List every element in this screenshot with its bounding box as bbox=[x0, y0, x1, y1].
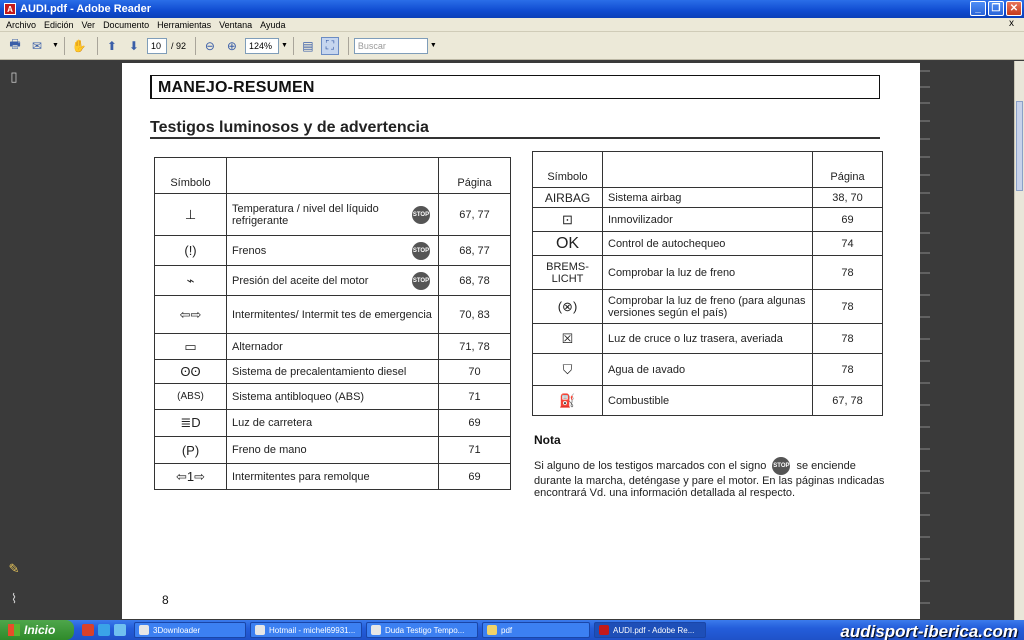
taskbar-item-active[interactable] bbox=[594, 622, 706, 638]
section-divider bbox=[150, 137, 880, 139]
start-label: Inicio bbox=[24, 623, 56, 637]
row-page: 71 bbox=[439, 384, 511, 410]
table-row bbox=[533, 208, 883, 232]
row-page: 71, 78 bbox=[439, 334, 511, 360]
browser-icon[interactable] bbox=[114, 624, 126, 636]
row-description: Combustible bbox=[603, 386, 813, 416]
quick-launch bbox=[82, 624, 126, 636]
table-row bbox=[533, 324, 883, 354]
menu-ventana[interactable]: Ventana bbox=[219, 19, 253, 30]
row-description: Alternador bbox=[227, 334, 439, 360]
row-page: 69 bbox=[439, 464, 511, 490]
indicator-table-left bbox=[154, 157, 511, 490]
row-description: Freno de mano bbox=[227, 437, 439, 464]
row-page: 67, 77 bbox=[439, 194, 511, 236]
table-row bbox=[533, 232, 883, 256]
row-description: Luz de cruce o luz trasera, averiada bbox=[603, 324, 813, 354]
row-description: Comprobar la luz de freno (para algunas versiones según el país) bbox=[603, 290, 813, 324]
parking-brake-icon: (P) bbox=[155, 437, 227, 464]
taskbar bbox=[0, 620, 1024, 640]
row-description: Temperatura / nivel del líquido refrigerante bbox=[232, 202, 379, 227]
windows-logo-icon bbox=[8, 624, 20, 636]
note-text bbox=[534, 457, 890, 499]
high-beam-icon: ≣D bbox=[155, 410, 227, 437]
table-row bbox=[155, 296, 511, 334]
stop-icon: STOP bbox=[412, 272, 430, 290]
indicator-table-right bbox=[532, 151, 883, 416]
menu-archivo[interactable]: Archivo bbox=[6, 19, 37, 30]
washer-fluid-icon: ⛉ bbox=[533, 354, 603, 386]
window-controls bbox=[970, 1, 1022, 16]
email-dropdown-icon[interactable]: ▼ bbox=[52, 42, 59, 49]
row-page: 78 bbox=[813, 290, 883, 324]
toolbar-separator bbox=[97, 37, 98, 55]
row-page: 70 bbox=[439, 360, 511, 384]
taskbar-item[interactable] bbox=[482, 622, 590, 638]
toolbar bbox=[0, 32, 1024, 60]
email-icon[interactable]: ✉ bbox=[31, 38, 43, 53]
table-row bbox=[533, 256, 883, 290]
adobe-reader-icon: A bbox=[4, 3, 16, 15]
row-page: 78 bbox=[813, 354, 883, 386]
table-row bbox=[533, 290, 883, 324]
page-number: 8 bbox=[162, 593, 169, 607]
title-bar bbox=[0, 0, 1024, 18]
row-description: Frenos bbox=[232, 244, 267, 257]
row-page: 68, 77 bbox=[439, 236, 511, 266]
row-description: Intermitentes para remolque bbox=[227, 464, 439, 490]
pages-icon[interactable]: ▯ bbox=[10, 69, 18, 84]
document-area bbox=[28, 61, 1014, 620]
coolant-temperature-icon: ⊥ bbox=[155, 194, 227, 236]
internet-explorer-icon[interactable] bbox=[98, 624, 110, 636]
page-edge-marks bbox=[918, 63, 932, 619]
taskbar-item-label: 3Downloader bbox=[153, 625, 201, 635]
menu-ayuda[interactable]: Ayuda bbox=[260, 19, 286, 30]
row-description: Presión del aceite del motor bbox=[232, 274, 369, 287]
vertical-scrollbar[interactable] bbox=[1014, 61, 1024, 620]
window-title: AUDI.pdf - Adobe Reader bbox=[20, 3, 151, 15]
toolbar-separator bbox=[64, 37, 65, 55]
fit-page-icon[interactable]: ▤ bbox=[302, 38, 314, 53]
menu-documento[interactable]: Documento bbox=[103, 19, 150, 30]
close-button[interactable]: ✕ bbox=[1006, 1, 1022, 16]
taskbar-item[interactable] bbox=[250, 622, 362, 638]
print-icon[interactable]: 🖶 bbox=[9, 37, 21, 51]
row-description: Comprobar la luz de freno bbox=[603, 256, 813, 290]
col-description-header bbox=[603, 152, 813, 188]
app-icon bbox=[139, 625, 149, 635]
stop-icon: STOP bbox=[412, 206, 430, 224]
zoom-input[interactable]: 124% bbox=[245, 38, 279, 54]
stop-icon: STOP bbox=[772, 457, 790, 475]
row-page: 69 bbox=[439, 410, 511, 437]
fuel-icon: ⛽ bbox=[533, 386, 603, 416]
table-row bbox=[155, 236, 511, 266]
navigation-panel bbox=[0, 61, 28, 620]
col-symbol-header: Símbolo bbox=[533, 152, 603, 188]
taskbar-item-label: AUDI.pdf - Adobe Re... bbox=[613, 625, 695, 635]
start-button[interactable] bbox=[0, 620, 74, 640]
col-symbol-header: Símbolo bbox=[155, 158, 227, 194]
page-header: MANEJO-RESUMEN bbox=[158, 79, 315, 96]
table-row bbox=[155, 437, 511, 464]
toolbar-separator bbox=[293, 37, 294, 55]
row-page: 71 bbox=[439, 437, 511, 464]
table-row bbox=[533, 354, 883, 386]
row-page: 70, 83 bbox=[439, 296, 511, 334]
table-row bbox=[155, 266, 511, 296]
table-row bbox=[533, 386, 883, 416]
table-row bbox=[155, 464, 511, 490]
table-row bbox=[155, 194, 511, 236]
page-number-input[interactable]: 10 bbox=[147, 38, 167, 54]
glow-plug-icon: ʘʘ bbox=[155, 360, 227, 384]
row-page: 68, 78 bbox=[439, 266, 511, 296]
oil-pressure-icon: ⌁ bbox=[155, 266, 227, 296]
menu-herramientas[interactable]: Herramientas bbox=[157, 19, 212, 30]
next-page-icon[interactable]: ⬇ bbox=[128, 38, 139, 53]
hand-tool-icon[interactable]: ✋ bbox=[71, 38, 87, 53]
row-page: 78 bbox=[813, 324, 883, 354]
col-page-header: Página bbox=[439, 158, 511, 194]
watermark-brand: audisport-iberica.com bbox=[840, 622, 1018, 640]
col-description-header bbox=[227, 158, 439, 194]
table-row bbox=[533, 188, 883, 208]
row-description: Intermitentes/ Intermit tes de emergencia bbox=[227, 296, 439, 334]
toolbar-separator bbox=[348, 37, 349, 55]
row-page: 78 bbox=[813, 256, 883, 290]
pdf-page bbox=[122, 63, 920, 619]
immobilizer-icon: ⊡ bbox=[533, 208, 603, 232]
row-description: Inmovilizador bbox=[603, 208, 813, 232]
search-input[interactable]: Buscar bbox=[354, 38, 428, 54]
adobe-reader-icon bbox=[599, 625, 609, 635]
row-description: Control de autochequeo bbox=[603, 232, 813, 256]
taskbar-item-label: Hotmail - michel69931... bbox=[269, 625, 356, 635]
trailer-signal-icon: ⇦1⇨ bbox=[155, 464, 227, 490]
table-row bbox=[155, 360, 511, 384]
stop-icon: STOP bbox=[412, 242, 430, 260]
menu-ver[interactable]: Ver bbox=[81, 19, 96, 30]
folder-icon bbox=[487, 625, 497, 635]
menu-bar bbox=[0, 18, 1024, 32]
row-page: 74 bbox=[813, 232, 883, 256]
ok-label: OK bbox=[533, 232, 603, 256]
bulb-failure-icon: ☒ bbox=[533, 324, 603, 354]
zoom-dropdown-icon[interactable]: ▼ bbox=[280, 42, 288, 49]
page-total: / 92 bbox=[170, 40, 186, 51]
col-page-header: Página bbox=[813, 152, 883, 188]
turn-signal-icon: ⇦⇨ bbox=[155, 296, 227, 334]
maximize-button[interactable]: ❐ bbox=[988, 1, 1004, 16]
row-description: Sistema de precalentamiento diesel bbox=[227, 360, 439, 384]
taskbar-item-label: Duda Testigo Tempo... bbox=[385, 625, 465, 635]
row-description: Sistema antibloqueo (ABS) bbox=[227, 384, 439, 410]
minimize-button[interactable]: _ bbox=[970, 1, 986, 16]
menu-edicion[interactable]: Edición bbox=[44, 19, 74, 30]
row-page: 69 bbox=[813, 208, 883, 232]
zoom-out-icon[interactable]: ⊖ bbox=[204, 38, 215, 53]
attachments-icon[interactable]: ⌇ bbox=[10, 591, 18, 606]
table-row bbox=[155, 384, 511, 410]
app-icon bbox=[371, 625, 381, 635]
row-description: Luz de carretera bbox=[227, 410, 439, 437]
taskbar-item[interactable] bbox=[366, 622, 478, 638]
previous-page-icon[interactable]: ⬆ bbox=[106, 38, 117, 53]
battery-icon: ▭ bbox=[155, 334, 227, 360]
row-page: 38, 70 bbox=[813, 188, 883, 208]
brems-licht-label: BREMS- LICHT bbox=[533, 256, 603, 290]
toolbar-separator bbox=[195, 37, 196, 55]
taskbar-item-label: pdf bbox=[501, 625, 513, 635]
table-row bbox=[155, 410, 511, 437]
note-text-after: se enciende durante la marcha, deténgase y pare el motor. En las páginas ındicadas encontrará Vd. una información detallada al respecto. bbox=[534, 459, 885, 499]
row-description: Sistema airbag bbox=[603, 188, 813, 208]
close-document-button[interactable]: x bbox=[1009, 18, 1014, 29]
note-title: Nota bbox=[534, 433, 561, 447]
search-dropdown-icon[interactable]: ▼ bbox=[429, 42, 437, 49]
scrollbar-thumb[interactable] bbox=[1016, 101, 1023, 191]
section-title: Testigos luminosos y de advertencia bbox=[150, 119, 429, 136]
fit-width-icon[interactable]: ⛶ bbox=[321, 37, 339, 55]
app-icon bbox=[255, 625, 265, 635]
page-header-box bbox=[150, 75, 880, 99]
table-row bbox=[155, 334, 511, 360]
row-description: Agua de ıavado bbox=[603, 354, 813, 386]
row-page: 67, 78 bbox=[813, 386, 883, 416]
zoom-in-icon[interactable]: ⊕ bbox=[226, 38, 237, 53]
note-text-before: Si alguno de los testigos marcados con el signo bbox=[534, 459, 767, 472]
taskbar-item[interactable] bbox=[134, 622, 246, 638]
quick-launch-icon[interactable] bbox=[82, 624, 94, 636]
abs-icon: (ABS) bbox=[155, 384, 227, 410]
brake-light-icon: (⊗) bbox=[533, 290, 603, 324]
comments-icon[interactable]: ✎ bbox=[8, 561, 20, 576]
airbag-label: AIRBAG bbox=[533, 188, 603, 208]
brake-warning-icon: (!) bbox=[155, 236, 227, 266]
